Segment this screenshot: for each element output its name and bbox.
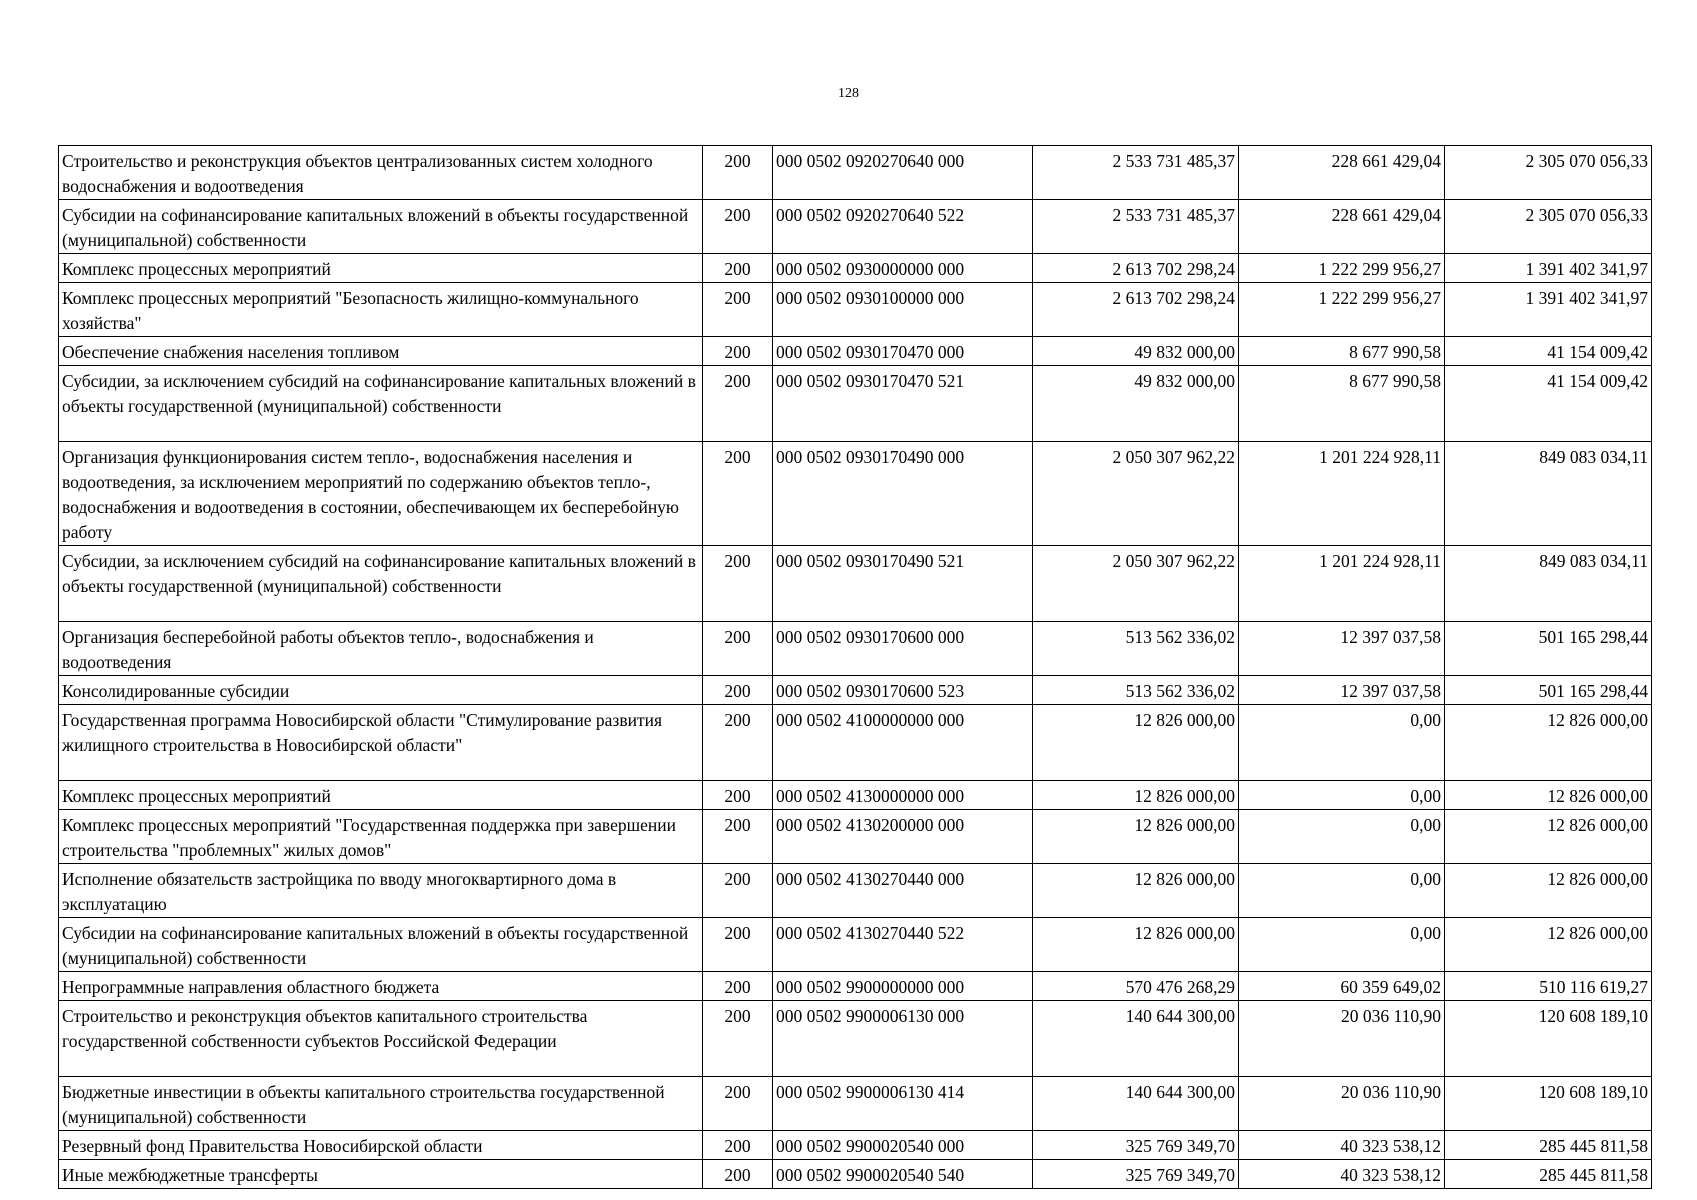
row-approved: 325 769 349,70 [1033,1160,1239,1189]
row-approved: 513 562 336,02 [1033,622,1239,676]
row-unexecuted: 510 116 619,27 [1445,972,1652,1001]
row-name: Комплекс процессных мероприятий "Государственная поддержка при завершении строительства "проблемных" жилых домов" [59,810,703,864]
row-approved: 12 826 000,00 [1033,781,1239,810]
row-classification: 000 0502 0920270640 522 [773,200,1033,254]
row-executed: 1 222 299 956,27 [1239,254,1445,283]
row-approved: 140 644 300,00 [1033,1077,1239,1131]
row-classification: 000 0502 4130000000 000 [773,781,1033,810]
row-classification: 000 0502 9900000000 000 [773,972,1033,1001]
row-approved: 2 533 731 485,37 [1033,146,1239,200]
row-classification: 000 0502 4130270440 000 [773,864,1033,918]
row-name: Резервный фонд Правительства Новосибирской области [59,1131,703,1160]
row-name: Государственная программа Новосибирской области "Стимулирование развития жилищного строительства в Новосибирской области" [59,705,703,781]
row-name: Комплекс процессных мероприятий [59,254,703,283]
row-unexecuted: 849 083 034,11 [1445,442,1652,546]
row-name: Бюджетные инвестиции в объекты капитального строительства государственной (муниципальной) собственности [59,1077,703,1131]
row-code: 200 [703,254,773,283]
row-code: 200 [703,864,773,918]
row-approved: 325 769 349,70 [1033,1131,1239,1160]
row-classification: 000 0502 0930100000 000 [773,283,1033,337]
row-approved: 140 644 300,00 [1033,1001,1239,1077]
row-classification: 000 0502 0930170490 521 [773,546,1033,622]
row-name: Комплекс процессных мероприятий "Безопасность жилищно-коммунального хозяйства" [59,283,703,337]
row-executed: 8 677 990,58 [1239,337,1445,366]
row-unexecuted: 501 165 298,44 [1445,622,1652,676]
row-executed: 20 036 110,90 [1239,1077,1445,1131]
table-row [59,676,1652,705]
row-approved: 2 613 702 298,24 [1033,254,1239,283]
row-code: 200 [703,337,773,366]
row-classification: 000 0502 0930170470 521 [773,366,1033,442]
row-approved: 2 050 307 962,22 [1033,442,1239,546]
row-name: Иные межбюджетные трансферты [59,1160,703,1189]
row-unexecuted: 120 608 189,10 [1445,1001,1652,1077]
row-unexecuted: 120 608 189,10 [1445,1077,1652,1131]
row-classification: 000 0502 4100000000 000 [773,705,1033,781]
row-code: 200 [703,1001,773,1077]
table-row [59,366,1652,442]
table-row [59,200,1652,254]
row-code: 200 [703,200,773,254]
row-approved: 2 613 702 298,24 [1033,283,1239,337]
row-executed: 8 677 990,58 [1239,366,1445,442]
table-row [59,918,1652,972]
row-unexecuted: 41 154 009,42 [1445,337,1652,366]
row-classification: 000 0502 0930170470 000 [773,337,1033,366]
row-unexecuted: 1 391 402 341,97 [1445,254,1652,283]
row-name: Комплекс процессных мероприятий [59,781,703,810]
row-code: 200 [703,705,773,781]
row-name: Организация бесперебойной работы объектов тепло-, водоснабжения и водоотведения [59,622,703,676]
table-row [59,1077,1652,1131]
table-row [59,146,1652,200]
row-code: 200 [703,622,773,676]
row-approved: 49 832 000,00 [1033,366,1239,442]
row-approved: 49 832 000,00 [1033,337,1239,366]
table-row [59,254,1652,283]
row-approved: 12 826 000,00 [1033,810,1239,864]
row-unexecuted: 12 826 000,00 [1445,864,1652,918]
row-code: 200 [703,972,773,1001]
table-row [59,337,1652,366]
row-classification: 000 0502 4130270440 522 [773,918,1033,972]
table-row [59,442,1652,546]
row-code: 200 [703,918,773,972]
row-executed: 40 323 538,12 [1239,1160,1445,1189]
row-executed: 20 036 110,90 [1239,1001,1445,1077]
row-executed: 1 222 299 956,27 [1239,283,1445,337]
row-classification: 000 0502 9900006130 414 [773,1077,1033,1131]
table-row [59,622,1652,676]
row-classification: 000 0502 0930000000 000 [773,254,1033,283]
row-executed: 60 359 649,02 [1239,972,1445,1001]
row-approved: 12 826 000,00 [1033,918,1239,972]
row-unexecuted: 12 826 000,00 [1445,918,1652,972]
row-unexecuted: 2 305 070 056,33 [1445,200,1652,254]
row-executed: 0,00 [1239,781,1445,810]
table-row [59,1001,1652,1077]
row-approved: 12 826 000,00 [1033,705,1239,781]
row-classification: 000 0502 9900020540 000 [773,1131,1033,1160]
table-row [59,283,1652,337]
row-executed: 0,00 [1239,918,1445,972]
row-name: Субсидии на софинансирование капитальных вложений в объекты государственной (муниципальной) собственности [59,918,703,972]
row-approved: 2 533 731 485,37 [1033,200,1239,254]
row-executed: 1 201 224 928,11 [1239,546,1445,622]
page-number: 128 [838,86,859,101]
row-code: 200 [703,442,773,546]
row-unexecuted: 12 826 000,00 [1445,705,1652,781]
table-row [59,1160,1652,1189]
table-row [59,972,1652,1001]
row-name: Обеспечение снабжения населения топливом [59,337,703,366]
row-executed: 228 661 429,04 [1239,200,1445,254]
row-code: 200 [703,1077,773,1131]
table-row [59,864,1652,918]
row-code: 200 [703,283,773,337]
row-approved: 12 826 000,00 [1033,864,1239,918]
row-approved: 513 562 336,02 [1033,676,1239,705]
row-name: Субсидии, за исключением субсидий на софинансирование капитальных вложений в объекты государственной (муниципальной) собственности [59,366,703,442]
row-executed: 0,00 [1239,705,1445,781]
row-classification: 000 0502 0920270640 000 [773,146,1033,200]
row-unexecuted: 41 154 009,42 [1445,366,1652,442]
table-row [59,705,1652,781]
row-name: Непрограммные направления областного бюджета [59,972,703,1001]
row-unexecuted: 1 391 402 341,97 [1445,283,1652,337]
row-name: Строительство и реконструкция объектов централизованных систем холодного водоснабжения и водоотведения [59,146,703,200]
row-executed: 228 661 429,04 [1239,146,1445,200]
row-executed: 0,00 [1239,864,1445,918]
row-name: Организация функционирования систем тепло-, водоснабжения населения и водоотведения, за исключением мероприятий по содержанию объектов тепло-, водоснабжения и водоотведения в состоянии, обеспечивающем их бесперебойную работу [59,442,703,546]
row-executed: 0,00 [1239,810,1445,864]
row-name: Субсидии на софинансирование капитальных вложений в объекты государственной (муниципальной) собственности [59,200,703,254]
row-code: 200 [703,1160,773,1189]
row-executed: 12 397 037,58 [1239,622,1445,676]
table-row [59,1131,1652,1160]
row-executed: 12 397 037,58 [1239,676,1445,705]
row-code: 200 [703,546,773,622]
row-classification: 000 0502 9900006130 000 [773,1001,1033,1077]
row-name: Строительство и реконструкция объектов капитального строительства государственной собственности субъектов Российской Федерации [59,1001,703,1077]
row-classification: 000 0502 0930170600 000 [773,622,1033,676]
row-name: Исполнение обязательств застройщика по вводу многоквартирного дома в эксплуатацию [59,864,703,918]
row-name: Субсидии, за исключением субсидий на софинансирование капитальных вложений в объекты государственной (муниципальной) собственности [59,546,703,622]
row-code: 200 [703,676,773,705]
row-unexecuted: 285 445 811,58 [1445,1131,1652,1160]
row-executed: 1 201 224 928,11 [1239,442,1445,546]
row-unexecuted: 501 165 298,44 [1445,676,1652,705]
row-classification: 000 0502 4130200000 000 [773,810,1033,864]
row-unexecuted: 285 445 811,58 [1445,1160,1652,1189]
row-classification: 000 0502 0930170600 523 [773,676,1033,705]
row-approved: 570 476 268,29 [1033,972,1239,1001]
row-unexecuted: 849 083 034,11 [1445,546,1652,622]
row-code: 200 [703,366,773,442]
row-name: Консолидированные субсидии [59,676,703,705]
row-code: 200 [703,146,773,200]
row-unexecuted: 12 826 000,00 [1445,781,1652,810]
table-row [59,781,1652,810]
budget-table [58,145,1652,1189]
row-approved: 2 050 307 962,22 [1033,546,1239,622]
row-unexecuted: 2 305 070 056,33 [1445,146,1652,200]
row-code: 200 [703,781,773,810]
row-executed: 40 323 538,12 [1239,1131,1445,1160]
row-code: 200 [703,810,773,864]
table-row [59,546,1652,622]
row-code: 200 [703,1131,773,1160]
row-classification: 000 0502 9900020540 540 [773,1160,1033,1189]
row-classification: 000 0502 0930170490 000 [773,442,1033,546]
table-row [59,810,1652,864]
row-unexecuted: 12 826 000,00 [1445,810,1652,864]
